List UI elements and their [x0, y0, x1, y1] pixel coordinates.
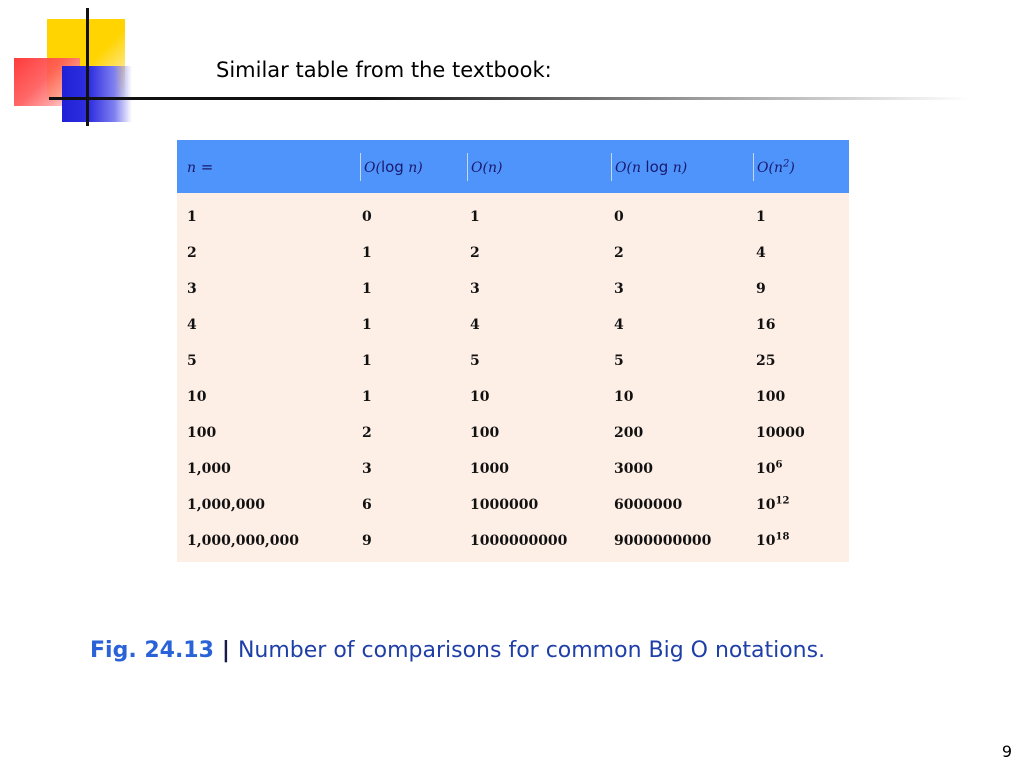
table-cell: 1000000000: [470, 533, 568, 549]
table-cell: 9: [756, 281, 766, 297]
table-cell: $10^{18}$: [756, 531, 790, 549]
figure-label: Fig. 24.13: [90, 638, 214, 663]
figure-caption: [90, 638, 825, 663]
table-header-cell: O(log n): [360, 153, 467, 181]
table-cell: 1: [470, 209, 480, 225]
table-cell: 6000000: [614, 497, 683, 513]
table-cell: 1: [756, 209, 766, 225]
table-cell: 3: [614, 281, 624, 297]
table-cell: 1: [362, 245, 372, 261]
logo-blue-square: [62, 66, 132, 122]
table-cell: 10: [187, 389, 207, 405]
table-cell: 25: [756, 353, 776, 369]
table-cell: 100: [470, 425, 500, 441]
table-cell: 1000000: [470, 497, 539, 513]
logo-vertical-line: [86, 8, 89, 126]
table-cell: 9000000000: [614, 533, 712, 549]
table-header-row: [177, 140, 849, 193]
table-cell: 1,000,000: [187, 497, 265, 513]
table-row: [177, 199, 849, 235]
table-row: [177, 379, 849, 415]
table-cell: 3: [362, 461, 372, 477]
table-cell: 4: [470, 317, 480, 333]
table-cell: 5: [614, 353, 624, 369]
table-cell: 2: [614, 245, 624, 261]
table-cell: 3: [187, 281, 197, 297]
table-cell: 4: [756, 245, 766, 261]
table-cell: 9: [362, 533, 372, 549]
table-row: [177, 235, 849, 271]
table-cell: 2: [187, 245, 197, 261]
table-header-cell: O(n log n): [611, 153, 753, 181]
table-cell: 1: [362, 317, 372, 333]
table-cell: 100: [187, 425, 217, 441]
table-row: [177, 415, 849, 451]
table-cell: 1: [362, 353, 372, 369]
table-cell: 10: [614, 389, 634, 405]
table-cell: 1: [187, 209, 197, 225]
slide-title: Similar table from the textbook:: [216, 58, 552, 82]
table-cell: 1,000,000,000: [187, 533, 300, 549]
table-cell: 4: [187, 317, 197, 333]
table-cell: 1: [362, 281, 372, 297]
table-row: [177, 343, 849, 379]
table-row: [177, 523, 849, 559]
table-cell: 2: [362, 425, 372, 441]
table-row: [177, 271, 849, 307]
title-underline: [49, 97, 969, 100]
table-cell: 6: [362, 497, 372, 513]
table-row: [177, 487, 849, 523]
table-cell: 16: [756, 317, 776, 333]
table-cell: 10: [470, 389, 490, 405]
table-cell: 3: [470, 281, 480, 297]
table-cell: 1,000: [187, 461, 231, 477]
table-cell: 1000: [470, 461, 509, 477]
table-cell: $10^6$: [756, 459, 783, 477]
table-cell: $10^{12}$: [756, 495, 790, 513]
table-cell: 4: [614, 317, 624, 333]
table-cell: 200: [614, 425, 644, 441]
page-number: 9: [1001, 742, 1012, 761]
table-cell: 2: [470, 245, 480, 261]
table-cell: 0: [614, 209, 624, 225]
complexity-table: [177, 140, 849, 562]
table-row: [177, 451, 849, 487]
table-cell: 1: [362, 389, 372, 405]
table-cell: 100: [756, 389, 786, 405]
table-cell: 10000: [756, 425, 805, 441]
table-header-cell: O(n): [467, 153, 611, 181]
table-cell: 3000: [614, 461, 653, 477]
table-header-cell: n =: [187, 158, 214, 176]
caption-text: Number of comparisons for common Big O notations.: [237, 638, 826, 663]
caption-separator: |: [221, 638, 230, 663]
table-header-cell: $O(n^2)$: [753, 153, 849, 181]
table-cell: 0: [362, 209, 372, 225]
table-cell: 5: [187, 353, 197, 369]
table-row: [177, 307, 849, 343]
table-cell: 5: [470, 353, 480, 369]
